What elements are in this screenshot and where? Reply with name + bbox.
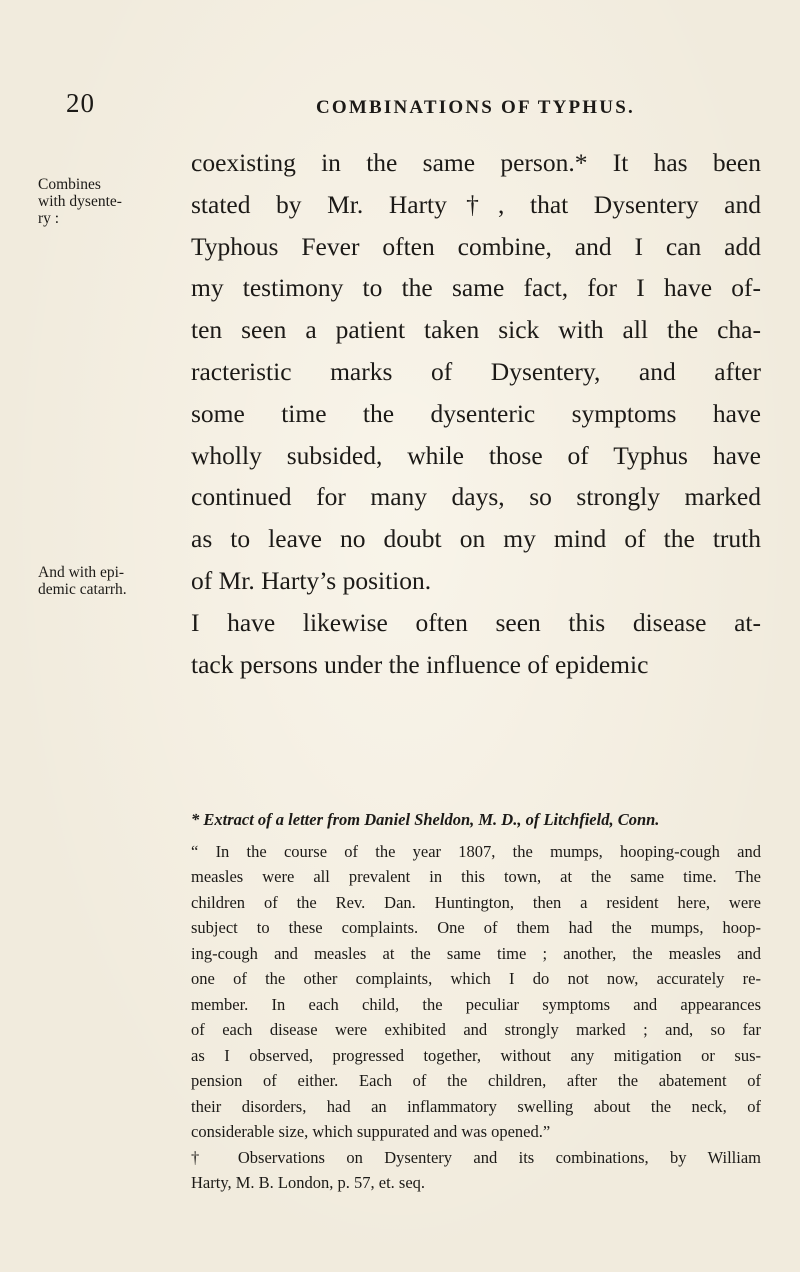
footnote-line: as I observed, progressed together, without any mitigation or sus- [191,1045,761,1065]
body-line: I have likewise often seen this disease at- [191,607,761,637]
body-line: of Mr. Harty’s position. [191,565,432,595]
footnote-line: “ In the course of the year 1807, the mumps, hooping-cough and [191,841,761,861]
body-line: coexisting in the same person.* It has been [191,148,761,177]
page-number: 20 [66,88,95,118]
body-line: continued for many days, so strongly marked [191,482,761,512]
footnote-line: measles were all prevalent in this town, at the same time. The [191,867,761,886]
footnote-line: ing-cough and measles at the same time ; another, the measles and [191,943,761,963]
footnote-line: subject to these complaints. One of them had the mumps, hoop- [191,918,761,937]
footnote-line: children of the Rev. Dan. Huntington, then a resident here, were [191,892,761,912]
running-head: COMBINATIONS OF TYPHUS. [316,97,635,118]
footnote-heading: * Extract of a letter from Daniel Sheldon, M. D., of Litchfield, Conn. [191,810,660,829]
margin-note-dysentery: Combines with dysente- ry : [38,176,122,227]
footnote-line: their disorders, had an inflammatory swelling about the neck, of [191,1096,761,1116]
footnote-line: † Observations on Dysentery and its combinations, by William [191,1147,761,1167]
page-header [66,88,756,128]
footnote-line: considerable size, which suppurated and was opened.” [191,1122,551,1141]
footnote-line: Harty, M. B. London, p. 57, et. seq. [191,1173,426,1192]
footnote-line: one of the other complaints, which I do not now, accurately re- [191,969,761,988]
body-line: racteristic marks of Dysentery, and after [191,356,761,386]
body-text [191,142,761,685]
body-line: stated by Mr. Harty†, that Dysentery and [191,189,761,219]
footnote-line: pension of either. Each of the children, after the abatement of [191,1071,761,1090]
body-line: tack persons under the influence of epidemic [191,649,649,679]
body-line: some time the dysenteric symptoms have [191,398,761,428]
body-line: ten seen a patient taken sick with all the cha- [191,315,761,345]
footnote-line: member. In each child, the peculiar symptoms and appearances [191,994,761,1014]
body-line: my testimony to the same fact, for I have of- [191,273,761,303]
footnote-line: of each disease were exhibited and strongly marked ; and, so far [191,1020,761,1039]
footnotes [191,807,761,1196]
body-line: as to leave no doubt on my mind of the truth [191,524,761,554]
body-line: Typhous Fever often combine, and I can add [191,231,761,261]
body-line: wholly subsided, while those of Typhus have [191,440,761,470]
margin-note-catarrh: And with epi- demic catarrh. [38,564,127,598]
